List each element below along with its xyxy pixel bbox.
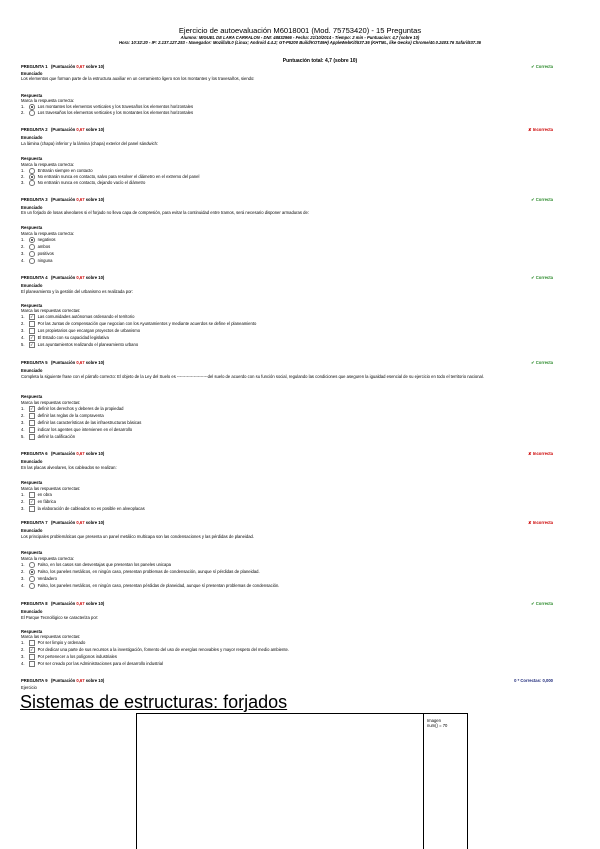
option-2[interactable]: 2. ambos	[21, 244, 51, 249]
option-4[interactable]: 4. Falso, los paneles metálicos, en ningún caso, presentan pérdidas de planeidad, aunque sí presentan problemas de condensación.	[21, 583, 280, 588]
checkbox[interactable]	[29, 420, 35, 426]
status-incorrect: ✘ Incorrecta	[528, 127, 553, 132]
checkbox-checked[interactable]: ✓	[30, 342, 34, 348]
option-1[interactable]: 1. en obra	[21, 492, 52, 497]
answer-instruction: Marca la respuesta correcta:	[21, 162, 75, 167]
checkbox-checked[interactable]: ✓	[30, 406, 34, 412]
enunciado-label: Enunciado	[21, 135, 43, 140]
respuesta-label: Respuesta	[21, 93, 43, 98]
exercise-image-area	[137, 714, 424, 849]
option-3[interactable]: 3. positivos	[21, 251, 54, 256]
radio[interactable]	[29, 180, 35, 186]
status-correct: ✔ Correcta	[531, 601, 553, 606]
checkbox[interactable]	[29, 506, 35, 512]
option-4[interactable]: 4. indicar los agentes que intervienen en el desarrollo	[21, 427, 133, 432]
status-incorrect: ✘ Incorrecta	[528, 520, 553, 525]
radio[interactable]	[29, 244, 35, 250]
option-1[interactable]: 1. negativos	[21, 237, 56, 242]
question-9	[0, 678, 600, 692]
enunciado-label: Enunciado	[21, 459, 43, 464]
answer-instruction: Marca las respuestas correctas:	[21, 400, 81, 405]
enunciado-label: Enunciado	[21, 368, 43, 373]
status-correct: ✔ Correcta	[531, 197, 553, 202]
respuesta-label: Respuesta	[21, 225, 43, 230]
checkbox[interactable]	[29, 492, 35, 498]
question-text: Los principales problemáticas que presenta un panel metálico multicapa son las condensaciones y las pérdidas de planeidad.	[21, 534, 255, 539]
question-5	[0, 360, 600, 448]
status-correct: ✔ Correcta	[531, 275, 553, 280]
respuesta-label: Respuesta	[21, 394, 43, 399]
option-5[interactable]: 5. ✓ Los ayuntamientos realizando el planeamiento urbano	[21, 342, 139, 348]
option-2[interactable]: 2. definir las reglas de la compraventa	[21, 413, 104, 418]
question-3	[0, 197, 600, 269]
question-text: Ejercicio	[21, 685, 37, 690]
radio-selected[interactable]	[29, 237, 35, 243]
question-text: El Parque Tecnológico se caracteriza por:	[21, 615, 99, 620]
answer-instruction: Marca las respuestas correctas:	[21, 634, 81, 639]
question-header: PREGUNTA 3 (Puntuación 0,67 sobre 10)	[21, 197, 105, 202]
question-header: PREGUNTA 5 (Puntuación 0,67 sobre 10)	[21, 360, 105, 365]
option-1[interactable]: 1. Los montantes los elementos verticales y los travesaños los elementos horizontales	[21, 104, 194, 109]
question-header: PREGUNTA 6 (Puntuación 0,67 sobre 10)	[21, 451, 105, 456]
checkbox[interactable]	[29, 654, 35, 660]
radio[interactable]	[29, 258, 35, 264]
question-header: PREGUNTA 4 (Puntuación 0,67 sobre 10)	[21, 275, 105, 280]
checkbox-checked[interactable]: ✓	[30, 647, 34, 653]
exam-meta-student: Alumno: MIGUEL DE LARA CARRALON - DNI: 48832966 - Fecha: 21/10/2014 - Tiempo: 2 min - Puntuacion: 4,7 (sobre 10)	[180, 35, 420, 40]
radio-selected[interactable]	[29, 104, 35, 110]
radio[interactable]	[29, 583, 35, 589]
status-score: 0 * Correctas: 0,000	[514, 678, 553, 683]
question-header: PREGUNTA 9 (Puntuación 0,67 sobre 10)	[21, 678, 105, 683]
checkbox[interactable]	[29, 321, 35, 327]
option-3[interactable]: 3. Los propietarios que encargan proyectos de urbanismo	[21, 328, 141, 333]
enunciado-label: Enunciado	[21, 71, 43, 76]
checkbox-checked[interactable]: ✓	[30, 314, 34, 320]
option-2[interactable]: 2. Por las Juntas de compensación que negocian con los Ayuntamientos y mediante acuerdos se define el planeamiento	[21, 321, 257, 326]
radio[interactable]	[29, 576, 35, 582]
radio[interactable]	[29, 251, 35, 257]
exam-title: Ejercicio de autoevaluación M6018001 (Mod. 75753420) - 15 Preguntas	[178, 26, 422, 35]
option-4[interactable]: 4. ✓ El Estado con su capacidad legislativa	[21, 335, 109, 341]
radio-selected[interactable]	[29, 174, 35, 180]
enunciado-label: Enunciado	[21, 205, 43, 210]
respuesta-label: Respuesta	[21, 550, 43, 555]
option-1[interactable]: 1. ✓ definir los derechos y deberes de la propiedad	[21, 406, 124, 412]
option-1[interactable]: 1. Entrarán siempre en contacto	[21, 168, 93, 173]
checkbox[interactable]	[29, 661, 35, 667]
enunciado-label: Enunciado	[21, 528, 43, 533]
radio[interactable]	[29, 110, 35, 116]
option-2[interactable]: 2. ✓ en fábrica	[21, 499, 56, 505]
checkbox[interactable]	[29, 328, 35, 334]
option-3[interactable]: 3. la elaboración de cableados no es posible en alveoplacas	[21, 506, 145, 511]
answer-instruction: Marca las respuestas correctas:	[21, 308, 81, 313]
question-text: En un forjado de losas alveolares si el forjado no lleva capa de compresión, para evitar la continuidad entre tramos, será necesario disponer armaduras de:	[21, 210, 309, 215]
enunciado-label: Enunciado	[21, 283, 43, 288]
respuesta-label: Respuesta	[21, 629, 43, 634]
checkbox-checked[interactable]: ✓	[30, 335, 34, 341]
status-incorrect: ✘ Incorrecta	[528, 451, 553, 456]
checkbox[interactable]	[29, 640, 35, 646]
option-5[interactable]: 5. definir la calificación	[21, 434, 76, 439]
option-4[interactable]: 4. ninguna	[21, 258, 53, 263]
option-2[interactable]: 2. No entrarán nunca en contacto, salvo para resolver el diámetro en el extremo del panel	[21, 174, 200, 179]
question-8	[0, 601, 600, 673]
question-header: PREGUNTA 1 (Puntuación 0,67 sobre 10)	[21, 64, 105, 69]
radio-selected[interactable]	[29, 569, 35, 575]
image-caption	[427, 718, 447, 728]
question-text: Completa la siguiente frase con el párrafo correcto: El objeto de la Ley del Suelo es ----------------------del suelo de acuerdo con su función social, regulando las condiciones que aseguren la igualdad esencial de su ejercicio en todo el territorio nacional.	[21, 374, 484, 379]
respuesta-label: Respuesta	[21, 480, 43, 485]
checkbox[interactable]	[29, 427, 35, 433]
option-3[interactable]: 3. No entrarán nunca en contacto, dejando vacío el diámetro	[21, 180, 146, 185]
answer-instruction: Marca la respuesta correcta:	[21, 231, 75, 236]
option-2[interactable]: 2. Falso, los paneles metálicos, en ningún caso, presentan problemas de condensación, aunque sí pérdidas de planeidad.	[21, 569, 260, 574]
option-3[interactable]: 3. Verdadero	[21, 576, 57, 581]
question-text: El planeamiento y la gestión del urbanismo es realizada por:	[21, 289, 133, 294]
question-2	[0, 127, 600, 192]
option-1[interactable]: 1. ✓ Las comunidades autónomas ordenando el territorio	[21, 314, 135, 320]
checkbox-checked[interactable]: ✓	[30, 499, 34, 505]
total-score: Puntuación total: 4,7 (sobre 10)	[282, 58, 358, 64]
question-text: Los elementos que forman parte de la estructura auxiliar en un cerramiento ligero son los montantes y los travesaños, siendo:	[21, 76, 255, 81]
option-2[interactable]: 2. ✓ Por dedicar una parte de sus recursos a la investigación, fomento del uso de energías renovables y mayor respeto del medio ambiente.	[21, 647, 289, 653]
radio[interactable]	[29, 168, 35, 174]
question-text: La lámina (chapa) inferior y la lámina (chapa) exterior del panel sándwich:	[21, 141, 159, 146]
question-6	[0, 451, 600, 513]
image-caption-title: Imagen	[427, 718, 441, 723]
question-1	[0, 64, 600, 124]
option-3[interactable]: 3. Por pertenecer a los polígonos industriales	[21, 654, 117, 659]
answer-instruction: Marca la respuesta correcta:	[21, 556, 75, 561]
option-2[interactable]: 2. Los travesaños los elementos verticales y los montantes los elementos horizontales	[21, 110, 194, 115]
exam-meta-browser: Hora: 10:32:20 - IP: 2.137.127.253 - Navegador: Mozilla/5.0 (Linux; Android 4.4.2; GT-P5200 Build/KOT49H) AppleWebKit/537.36 (KHTML, like Gecko) Chrome/40.0.2403.76 Safari/537.36	[119, 40, 481, 45]
question-4	[0, 275, 600, 355]
question-header: PREGUNTA 8 (Puntuación 0,67 sobre 10)	[21, 601, 105, 606]
question-header: PREGUNTA 7 (Puntuación 0,67 sobre 10)	[21, 520, 105, 525]
status-correct: ✔ Correcta	[531, 64, 553, 69]
question-header: PREGUNTA 2 (Puntuación 0,67 sobre 10)	[21, 127, 105, 132]
option-4[interactable]: 4. Por ser creado por las Administraciones para el desarrollo industrial	[21, 661, 164, 666]
radio[interactable]	[29, 562, 35, 568]
answer-instruction: Marca las respuestas correctas:	[21, 486, 81, 491]
option-3[interactable]: 3. definir las características de las infraestructuras básicas	[21, 420, 142, 425]
exercise-image-frame	[136, 713, 468, 849]
question-7	[0, 520, 600, 595]
status-correct: ✔ Correcta	[531, 360, 553, 365]
respuesta-label: Respuesta	[21, 303, 43, 308]
image-caption-num: num() = 70	[427, 723, 448, 728]
checkbox[interactable]	[29, 413, 35, 419]
option-1[interactable]: 1. Falso, en los casos son desventajas que presentan los paneles unicapa	[21, 562, 171, 567]
section-title: Sistemas de estructuras: forjados	[20, 692, 288, 712]
checkbox[interactable]	[29, 434, 35, 440]
question-text: En las placas alveolares, los cableados se realizan:	[21, 465, 117, 470]
option-1[interactable]: 1. Por ser limpio y ordenado	[21, 640, 86, 645]
enunciado-label: Enunciado	[21, 609, 43, 614]
answer-instruction: Marca la respuesta correcta:	[21, 98, 75, 103]
respuesta-label: Respuesta	[21, 156, 43, 161]
